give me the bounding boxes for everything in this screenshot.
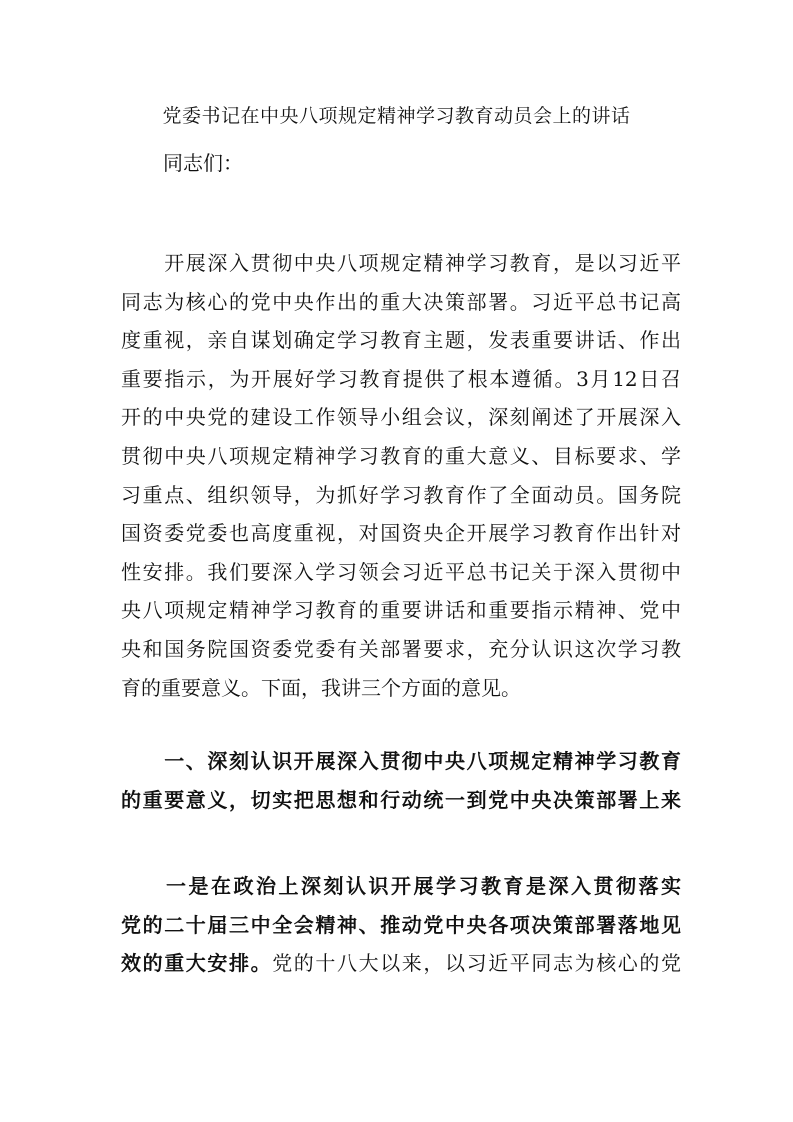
paragraph-line: 性安排。我们要深入学习领会习近平总书记关于深入贯彻中 bbox=[121, 559, 681, 584]
bold-lead-text: 效的重大安排。 bbox=[121, 951, 273, 976]
paragraph-line: 贯彻中央八项规定精神学习教育的重大意义、目标要求、学 bbox=[121, 443, 681, 468]
paragraph-line: 习重点、组织领导，为抓好学习教育作了全面动员。国务院 bbox=[121, 482, 681, 507]
paragraph-line: 央八项规定精神学习教育的重要讲话和重要指示精神、党中 bbox=[121, 598, 681, 623]
paragraph-line: 度重视，亲自谋划确定学习教育主题，发表重要讲话、作出 bbox=[121, 328, 681, 353]
paragraph-line bbox=[121, 944, 681, 983]
paragraph-intro bbox=[121, 244, 681, 707]
paragraph-line: 开展深入贯彻中央八项规定精神学习教育，是以习近平 bbox=[121, 251, 681, 275]
heading-line: 的重要意义，切实把思想和行动统一到党中央决策部署上来 bbox=[121, 787, 681, 812]
paragraph-line: 国资委党委也高度重视，对国资央企开展学习教育作出针对 bbox=[121, 521, 681, 546]
section-heading-1 bbox=[121, 742, 681, 819]
paragraph-line: 一是在政治上深刻认识开展学习教育是深入贯彻落实 bbox=[121, 874, 681, 898]
paragraph-point-1 bbox=[121, 867, 681, 983]
greeting: 同志们： bbox=[163, 151, 243, 175]
paragraph-line: 重要指示，为开展好学习教育提供了根本遵循。3月12日召 bbox=[121, 366, 681, 391]
paragraph-line: 同志为核心的党中央作出的重大决策部署。习近平总书记高 bbox=[121, 289, 681, 314]
paragraph-line: 育的重要意义。下面，我讲三个方面的意见。 bbox=[121, 675, 521, 700]
normal-text: 党的十八大以来，以习近平同志为核心的党 bbox=[272, 951, 681, 976]
paragraph-line: 党的二十届三中全会精神、推动党中央各项决策部署落地见 bbox=[121, 912, 681, 937]
heading-line: 一、深刻认识开展深入贯彻中央八项规定精神学习教育 bbox=[121, 749, 681, 773]
document-title: 党委书记在中央八项规定精神学习教育动员会上的讲话 bbox=[162, 105, 631, 127]
paragraph-line: 央和国务院国资委党委有关部署要求，充分认识这次学习教 bbox=[121, 636, 681, 661]
paragraph-line: 开的中央党的建设工作领导小组会议，深刻阐述了开展深入 bbox=[121, 405, 681, 430]
